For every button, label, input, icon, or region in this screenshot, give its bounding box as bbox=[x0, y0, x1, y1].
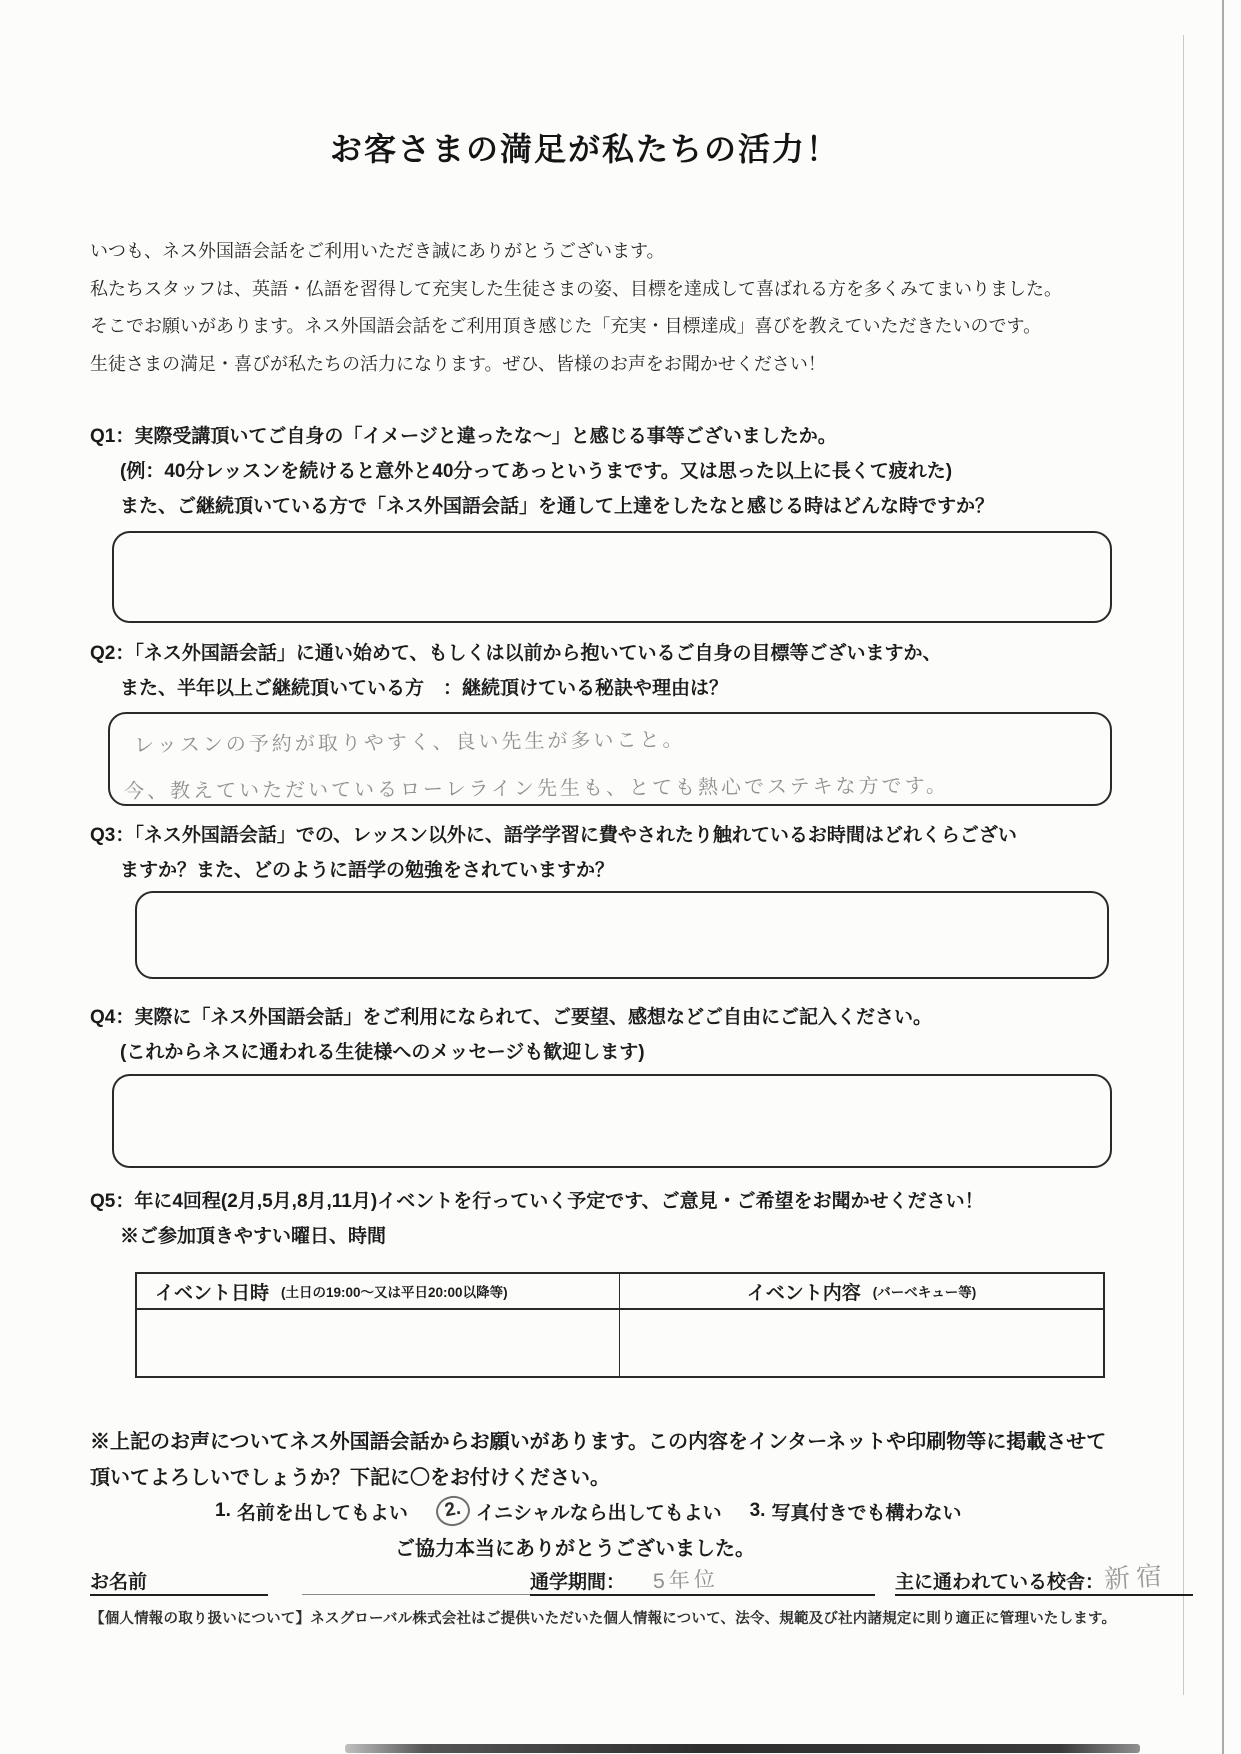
event-table bbox=[135, 1272, 1105, 1378]
event-content-header: イベント内容 (バーベキュー等) bbox=[746, 1282, 977, 1304]
q3-question-line-2: ますか？また、どのように語学の勉強をされていますか？ bbox=[120, 860, 615, 881]
consent-option-2-selected: 2. イニシャルなら出してもよい bbox=[436, 1496, 722, 1526]
intro-paragraph bbox=[90, 233, 1062, 383]
scan-artifact-paper-edge-faint bbox=[1183, 35, 1184, 1695]
consent-option-1: 1. 名前を出してもよい bbox=[215, 1500, 408, 1524]
event-content-cell bbox=[620, 1310, 1103, 1376]
name-fill-line bbox=[302, 1564, 557, 1595]
enrollment-period-label: 通学期間： bbox=[530, 1572, 626, 1593]
q5-note: ※ご参加頂きやすい曜日、時間 bbox=[120, 1226, 387, 1247]
q2-label: Q2： bbox=[90, 643, 135, 664]
q3-question-line-1: Q3：「ネス外国語会話」での、レッスン以外に、語学学習に費やされたり触れているお時間はどれくらござい bbox=[90, 825, 1017, 846]
event-table-header-row bbox=[137, 1274, 1103, 1310]
consent-option-3: 3. 写真付きでも構わない bbox=[749, 1500, 962, 1524]
q1-example: (例：40分レッスンを続けると意外と40分ってあっというまです。又は思った以上に長くて疲れた) bbox=[120, 461, 953, 482]
name-field bbox=[90, 1564, 268, 1596]
intro-line-2: 私たちスタッフは、英語・仏語を習得して充実した生徒さまの姿、目標を達成して喜ばれる方を多くみてまいりました。 bbox=[90, 278, 1062, 299]
event-datetime-cell bbox=[137, 1310, 620, 1376]
school-field bbox=[895, 1560, 1193, 1596]
q1-question: Q1：実際受講頂いてご自身の「イメージと違ったな～」と感じる事等ございましたか。 bbox=[90, 426, 837, 447]
scan-artifact-bottom-shadow bbox=[345, 1744, 1140, 1753]
q1-answer-box bbox=[112, 531, 1112, 623]
privacy-notice: 【個人情報の取り扱いについて】ネスグローバル株式会社はご提供いただいた個人情報について、法令、規範及び社内諸規定に則り適正に管理いたします。 bbox=[90, 1611, 1117, 1627]
handwritten-circle-mark: 2. bbox=[434, 1493, 473, 1528]
intro-line-4: 生徒さまの満足・喜びが私たちの活力になります。ぜひ、皆様のお声をお聞かせください！ bbox=[90, 353, 826, 374]
thanks-message: ご協力本当にありがとうございました。 bbox=[395, 1538, 755, 1560]
q4-note: (これからネスに通われる生徒様へのメッセージも歓迎します) bbox=[120, 1042, 645, 1063]
q4-label: Q4： bbox=[90, 1007, 135, 1028]
enrollment-period-handwritten-value: 5年位 bbox=[652, 1567, 720, 1594]
name-label: お名前 bbox=[90, 1572, 148, 1593]
q1-followup: また、ご継続頂いている方で「ネス外国語会話」を通して上達をしたなと感じる時はどんな時ですか？ bbox=[120, 496, 995, 517]
q1-label: Q1： bbox=[90, 426, 135, 447]
scan-artifact-paper-edge bbox=[1222, 0, 1224, 1754]
q5-question: Q5：年に4回程(2月,5月,8月,11月)イベントを行っていく予定です、ご意見・ご希望をお聞かせください！ bbox=[90, 1191, 984, 1212]
enrollment-period-field bbox=[530, 1560, 875, 1596]
event-datetime-header: イベント日時 (土日の19:00～又は平日20:00以降等) bbox=[137, 1274, 620, 1308]
q3-label: Q3： bbox=[90, 825, 135, 846]
q3-answer-box bbox=[135, 891, 1109, 979]
school-handwritten-value: 新宿 bbox=[1103, 1559, 1170, 1595]
q2-handwritten-answer-line-1: レッスンの予約が取りやすく、良い先生が多いこと。 bbox=[133, 729, 686, 757]
q2-followup: また、半年以上ご継続頂いている方 ：継続頂けている秘訣や理由は？ bbox=[120, 678, 729, 699]
event-table-body-row bbox=[137, 1310, 1103, 1376]
intro-line-1: いつも、ネス外国語会話をご利用いただき誠にありがとうございます。 bbox=[90, 241, 665, 261]
q4-answer-box bbox=[112, 1074, 1112, 1168]
page-title: お客さまの満足が私たちの活力！ bbox=[329, 131, 840, 167]
q2-question: Q2：「ネス外国語会話」に通い始めて、もしくは以前から抱いているご自身の目標等ございますか、 bbox=[90, 643, 942, 664]
intro-line-3: そこでお願いがあります。ネス外国語会話をご利用頂き感じた「充実・目標達成」喜びを教えていただきたいのです。 bbox=[90, 316, 1042, 336]
school-label: 主に通われている校舎： bbox=[895, 1572, 1105, 1593]
consent-line-2: 頂いてよろしいでしょうか？下記に〇をお付けください。 bbox=[90, 1467, 610, 1489]
consent-options bbox=[215, 1496, 961, 1526]
q5-label: Q5： bbox=[90, 1191, 135, 1212]
q4-question: Q4：実際に「ネス外国語会話」をご利用になられて、ご要望、感想などご自由にご記入ください。 bbox=[90, 1007, 932, 1028]
q2-handwritten-answer-line-2: 今、教えていただいているローレライン先生も、とても熱心でステキな方です。 bbox=[123, 775, 950, 803]
q2-answer-box bbox=[108, 712, 1112, 806]
consent-line-1: ※上記のお声についてネス外国語会話からお願いがあります。この内容をインターネットや印刷物等に掲載させて bbox=[90, 1431, 1107, 1453]
